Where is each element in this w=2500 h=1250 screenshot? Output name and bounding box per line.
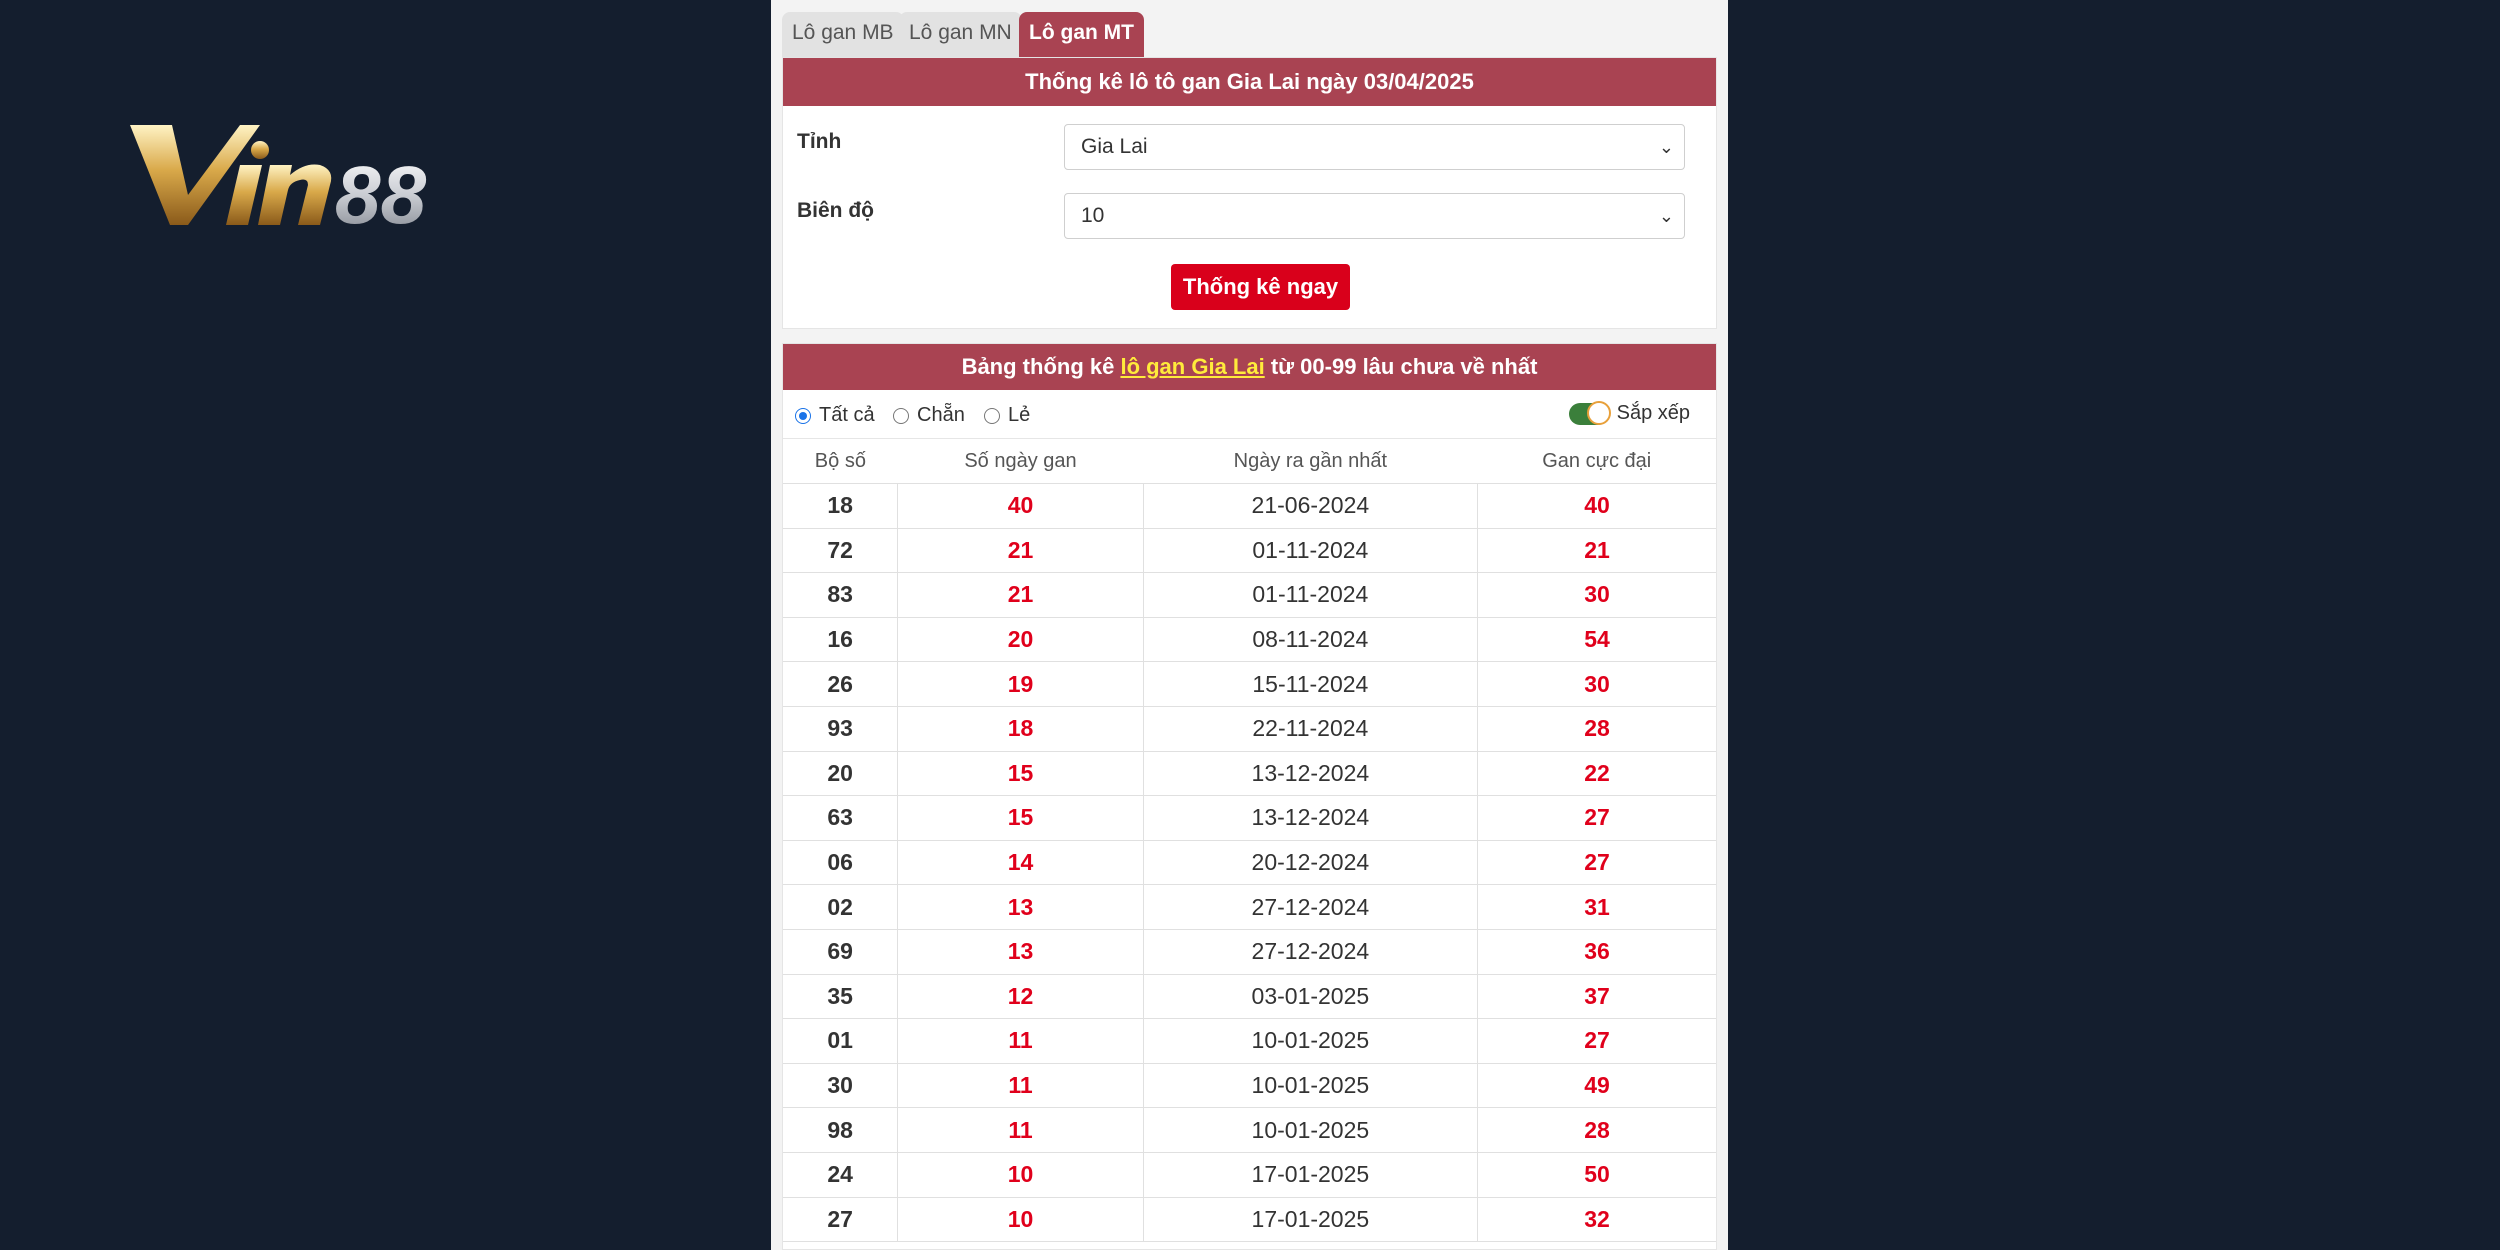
vin88-logo-graphic	[120, 110, 500, 240]
cell-last-date: 13-12-2024	[1143, 796, 1477, 841]
table-row	[783, 484, 1716, 529]
table-row	[783, 974, 1716, 1019]
cell-max-gan: 32	[1478, 1197, 1717, 1242]
cell-days-gan: 14	[898, 840, 1143, 885]
table-row	[783, 751, 1716, 796]
table-row	[783, 528, 1716, 573]
cell-number: 98	[783, 1108, 898, 1153]
table-row	[783, 1063, 1716, 1108]
cell-max-gan: 31	[1478, 885, 1717, 930]
table-row	[783, 1108, 1716, 1153]
province-label: Tỉnh	[797, 130, 842, 153]
cell-max-gan: 50	[1478, 1152, 1717, 1197]
sort-toggle[interactable]	[1569, 402, 1690, 425]
cell-max-gan: 22	[1478, 751, 1717, 796]
filter-bar	[783, 390, 1716, 439]
cell-max-gan: 37	[1478, 974, 1717, 1019]
results-table	[783, 439, 1716, 1242]
cell-number: 72	[783, 528, 898, 573]
cell-max-gan: 49	[1478, 1063, 1717, 1108]
table-row	[783, 929, 1716, 974]
cell-last-date: 22-11-2024	[1143, 706, 1477, 751]
cell-days-gan: 13	[898, 929, 1143, 974]
range-label: Biên độ	[797, 199, 874, 222]
results-title-prefix: Bảng thống kê	[961, 354, 1121, 379]
cell-last-date: 17-01-2025	[1143, 1152, 1477, 1197]
filter-all-label: Tất cả	[819, 404, 875, 426]
cell-last-date: 10-01-2025	[1143, 1063, 1477, 1108]
table-row	[783, 1019, 1716, 1064]
cell-days-gan: 15	[898, 796, 1143, 841]
cell-max-gan: 27	[1478, 1019, 1717, 1064]
cell-last-date: 21-06-2024	[1143, 484, 1477, 529]
cell-max-gan: 28	[1478, 706, 1717, 751]
toggle-switch-icon	[1569, 403, 1609, 425]
form-title: Thống kê lô tô gan Gia Lai ngày 03/04/2025	[783, 58, 1716, 106]
cell-number: 24	[783, 1152, 898, 1197]
results-title-link[interactable]: lô gan Gia Lai	[1120, 354, 1265, 379]
cell-days-gan: 10	[898, 1197, 1143, 1242]
cell-number: 35	[783, 974, 898, 1019]
submit-button[interactable]: Thống kê ngay	[1171, 264, 1350, 310]
cell-days-gan: 19	[898, 662, 1143, 707]
cell-days-gan: 11	[898, 1108, 1143, 1153]
column-header-number: Bộ số	[783, 439, 898, 484]
cell-last-date: 03-01-2025	[1143, 974, 1477, 1019]
cell-last-date: 01-11-2024	[1143, 573, 1477, 618]
cell-number: 20	[783, 751, 898, 796]
cell-last-date: 10-01-2025	[1143, 1019, 1477, 1064]
cell-last-date: 13-12-2024	[1143, 751, 1477, 796]
table-row	[783, 796, 1716, 841]
search-form	[782, 57, 1717, 329]
cell-days-gan: 20	[898, 617, 1143, 662]
table-row	[783, 1152, 1716, 1197]
cell-max-gan: 30	[1478, 573, 1717, 618]
filter-odd-label: Lẻ	[1008, 404, 1031, 426]
table-row	[783, 885, 1716, 930]
chevron-down-icon: ⌄	[1658, 137, 1674, 157]
radio-unchecked-icon	[893, 408, 909, 424]
cell-max-gan: 27	[1478, 840, 1717, 885]
tab-lo-gan-mt[interactable]: Lô gan MT	[1019, 12, 1144, 57]
province-select[interactable]	[1064, 124, 1685, 170]
cell-number: 18	[783, 484, 898, 529]
cell-days-gan: 10	[898, 1152, 1143, 1197]
table-row	[783, 706, 1716, 751]
radio-unchecked-icon	[984, 408, 1000, 424]
results-section	[782, 343, 1717, 1250]
cell-number: 63	[783, 796, 898, 841]
cell-max-gan: 28	[1478, 1108, 1717, 1153]
cell-number: 69	[783, 929, 898, 974]
cell-number: 27	[783, 1197, 898, 1242]
sort-toggle-label: Sắp xếp	[1616, 402, 1690, 424]
cell-number: 02	[783, 885, 898, 930]
table-row	[783, 840, 1716, 885]
cell-days-gan: 12	[898, 974, 1143, 1019]
cell-days-gan: 21	[898, 528, 1143, 573]
table-header-row	[783, 439, 1716, 484]
cell-last-date: 20-12-2024	[1143, 840, 1477, 885]
svg-text:88: 88	[335, 150, 427, 240]
column-header-max-gan: Gan cực đại	[1478, 439, 1717, 484]
cell-last-date: 27-12-2024	[1143, 929, 1477, 974]
results-title	[783, 344, 1716, 390]
cell-days-gan: 11	[898, 1063, 1143, 1108]
cell-number: 83	[783, 573, 898, 618]
results-title-suffix: từ 00-99 lâu chưa về nhất	[1264, 354, 1538, 379]
table-body	[783, 484, 1716, 1242]
cell-max-gan: 27	[1478, 796, 1717, 841]
cell-last-date: 10-01-2025	[1143, 1108, 1477, 1153]
table-row	[783, 617, 1716, 662]
table-row	[783, 662, 1716, 707]
range-select-value: 10	[1081, 204, 1105, 227]
cell-max-gan: 40	[1478, 484, 1717, 529]
table-row	[783, 573, 1716, 618]
filter-even-radio[interactable]	[893, 404, 965, 427]
cell-last-date: 08-11-2024	[1143, 617, 1477, 662]
cell-days-gan: 15	[898, 751, 1143, 796]
cell-last-date: 01-11-2024	[1143, 528, 1477, 573]
cell-number: 93	[783, 706, 898, 751]
cell-last-date: 17-01-2025	[1143, 1197, 1477, 1242]
cell-days-gan: 11	[898, 1019, 1143, 1064]
province-select-value: Gia Lai	[1081, 135, 1148, 158]
cell-number: 30	[783, 1063, 898, 1108]
cell-days-gan: 21	[898, 573, 1143, 618]
cell-max-gan: 21	[1478, 528, 1717, 573]
cell-number: 06	[783, 840, 898, 885]
radio-checked-icon	[795, 408, 811, 424]
cell-number: 01	[783, 1019, 898, 1064]
cell-number: 26	[783, 662, 898, 707]
column-header-days-gan: Số ngày gan	[898, 439, 1143, 484]
chevron-down-icon: ⌄	[1658, 206, 1674, 226]
range-select[interactable]	[1064, 193, 1685, 239]
lo-gan-panel	[771, 0, 1728, 1250]
cell-number: 16	[783, 617, 898, 662]
tab-lo-gan-mn[interactable]: Lô gan MN	[899, 12, 1022, 57]
vin88-logo	[120, 110, 500, 240]
region-tabs	[782, 12, 1717, 60]
cell-days-gan: 18	[898, 706, 1143, 751]
cell-last-date: 27-12-2024	[1143, 885, 1477, 930]
filter-odd-radio[interactable]	[984, 404, 1030, 427]
cell-last-date: 15-11-2024	[1143, 662, 1477, 707]
cell-max-gan: 54	[1478, 617, 1717, 662]
column-header-last-date: Ngày ra gần nhất	[1143, 439, 1477, 484]
cell-max-gan: 30	[1478, 662, 1717, 707]
cell-days-gan: 40	[898, 484, 1143, 529]
table-row	[783, 1197, 1716, 1242]
tab-lo-gan-mb[interactable]: Lô gan MB	[782, 12, 904, 57]
filter-all-radio[interactable]	[795, 404, 875, 427]
filter-even-label: Chẵn	[917, 404, 965, 426]
cell-max-gan: 36	[1478, 929, 1717, 974]
cell-days-gan: 13	[898, 885, 1143, 930]
